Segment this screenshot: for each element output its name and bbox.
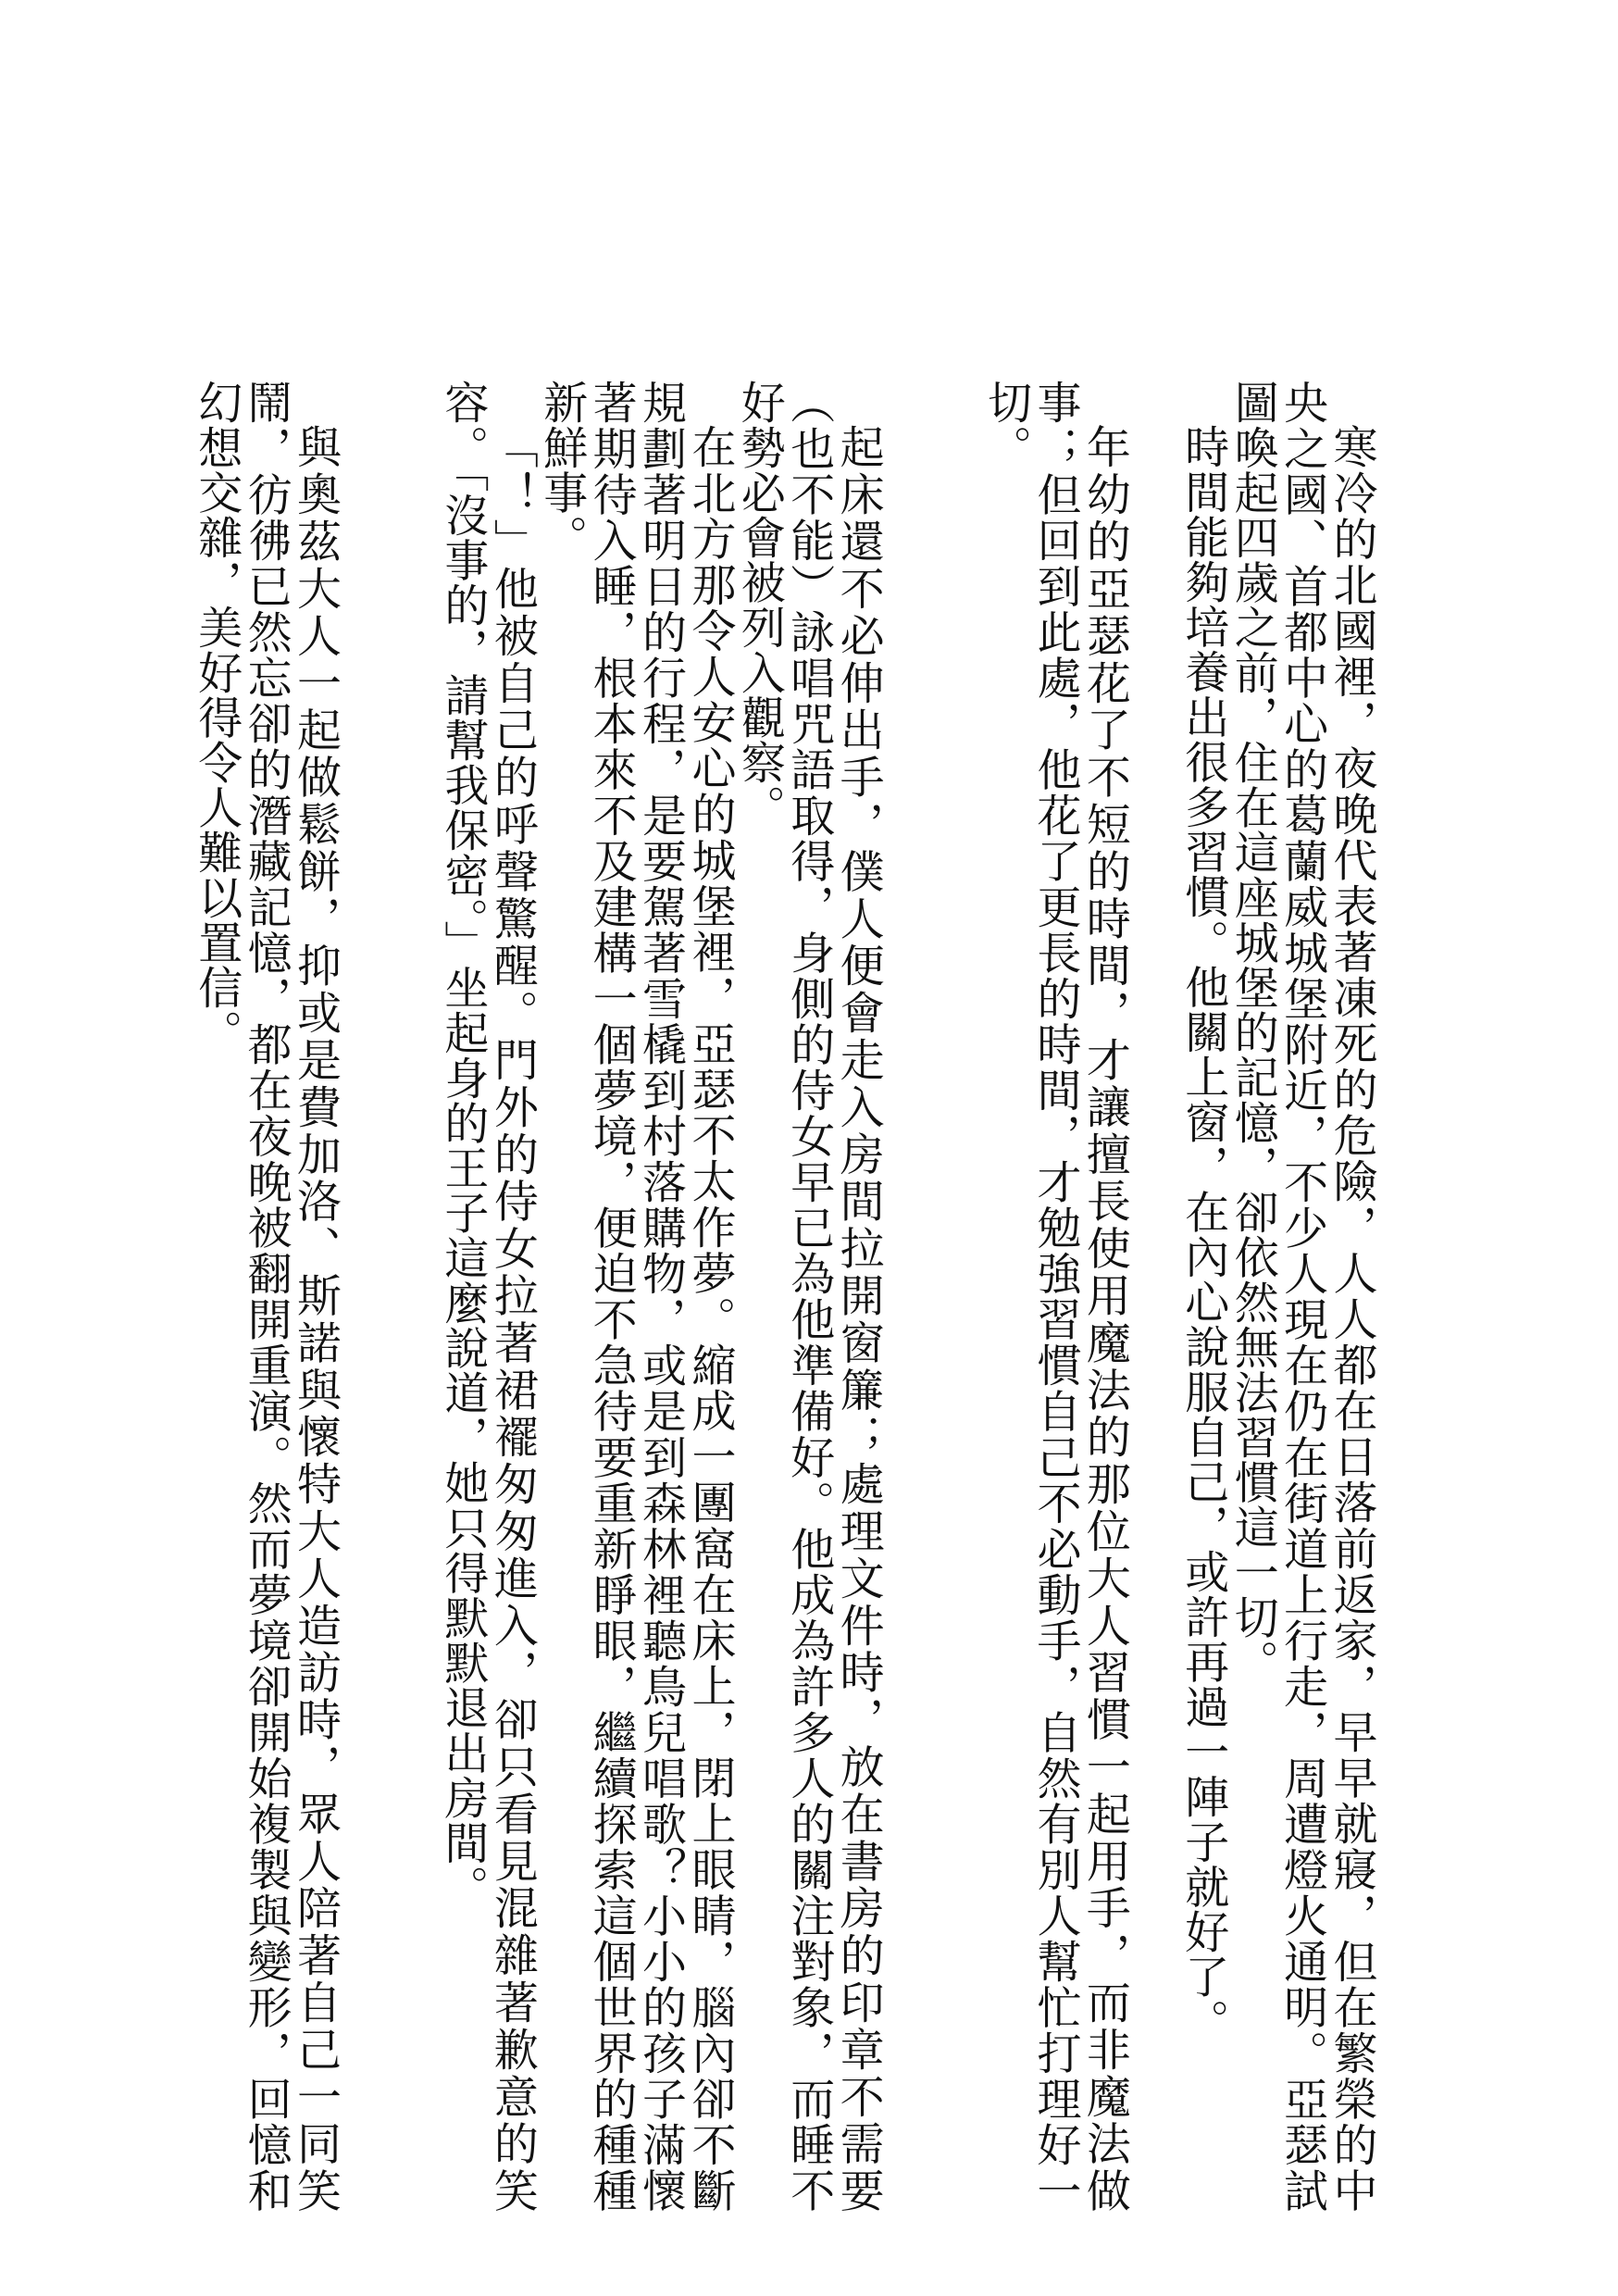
paragraph-3: 年幼的亞瑟花了不短的時間，才讓擅長使用魔法的那位大人習慣一起用手，而非魔法做事；但回到此處，他花了更長的時間，才勉強習慣自己不必動手，自然有別人幫忙打理好一切。: [979, 380, 1131, 2213]
paragraph-7: 與奧茲大人一起做鬆餅，抑或是費加洛、斯諾與懷特大人造訪時，眾人陪著自己一同笑鬧，彷彿已然忘卻的潛藏記憶，都在夜晚被翻開重演。然而夢境卻開始複製與變形，回憶和幻想交雜，美好得令人難以置信。: [190, 380, 342, 2213]
vertical-text-block: [191, 380, 1375, 2213]
paragraph-5: 在北方那令人安心的城堡裡，亞瑟不太作夢。縮成一團窩在床上，閉上眼睛，腦內卻不斷規劃著明日的行程，是要駕著雪橇到村落購物，或是到森林裡聽鳥兒唱歌？小小的孩子滿懷著期待入睡，根本來不及建構一個夢境，便迫不急待要重新睜眼，繼續探索這個世界的種種新鮮事。: [535, 380, 736, 2213]
paragraph-6: 「！」他被自己的呼聲驚醒。門外的侍女拉著裙襬匆匆進入，卻只看見混雜著歉意的笑容。「沒事的，請幫我保密。」坐起身的王子這麼說道，她只得默默退出房間。: [436, 380, 539, 2213]
paragraph-2: 時間能夠培養出很多習慣。他關上窗，在內心說服自己，或許再過一陣子就好了。: [1176, 424, 1229, 2044]
paragraph-4: 起床還不必伸出手，僕人便會走入房間拉開窗簾；處理文件時，放在書房的印章不需要（也不能）詠唱咒語取得，身側的侍女早已為他準備好。他成為許多人的關注對象，而睡不好勢必會被列入觀察。: [733, 380, 885, 2213]
paragraph-1: 寒冷的北國裡，夜晚代表著凍死的危險，人人都在日落前返家，早早就寢，但在繁榮的中央之國、首都中心的葛蘭威城堡附近，不少人現在仍在街道上行走，周遭燈火通明。亞瑟試圖喚起四歲之前，住在這座城堡的記憶，卻依然無法習慣這一切。: [1226, 380, 1377, 2213]
